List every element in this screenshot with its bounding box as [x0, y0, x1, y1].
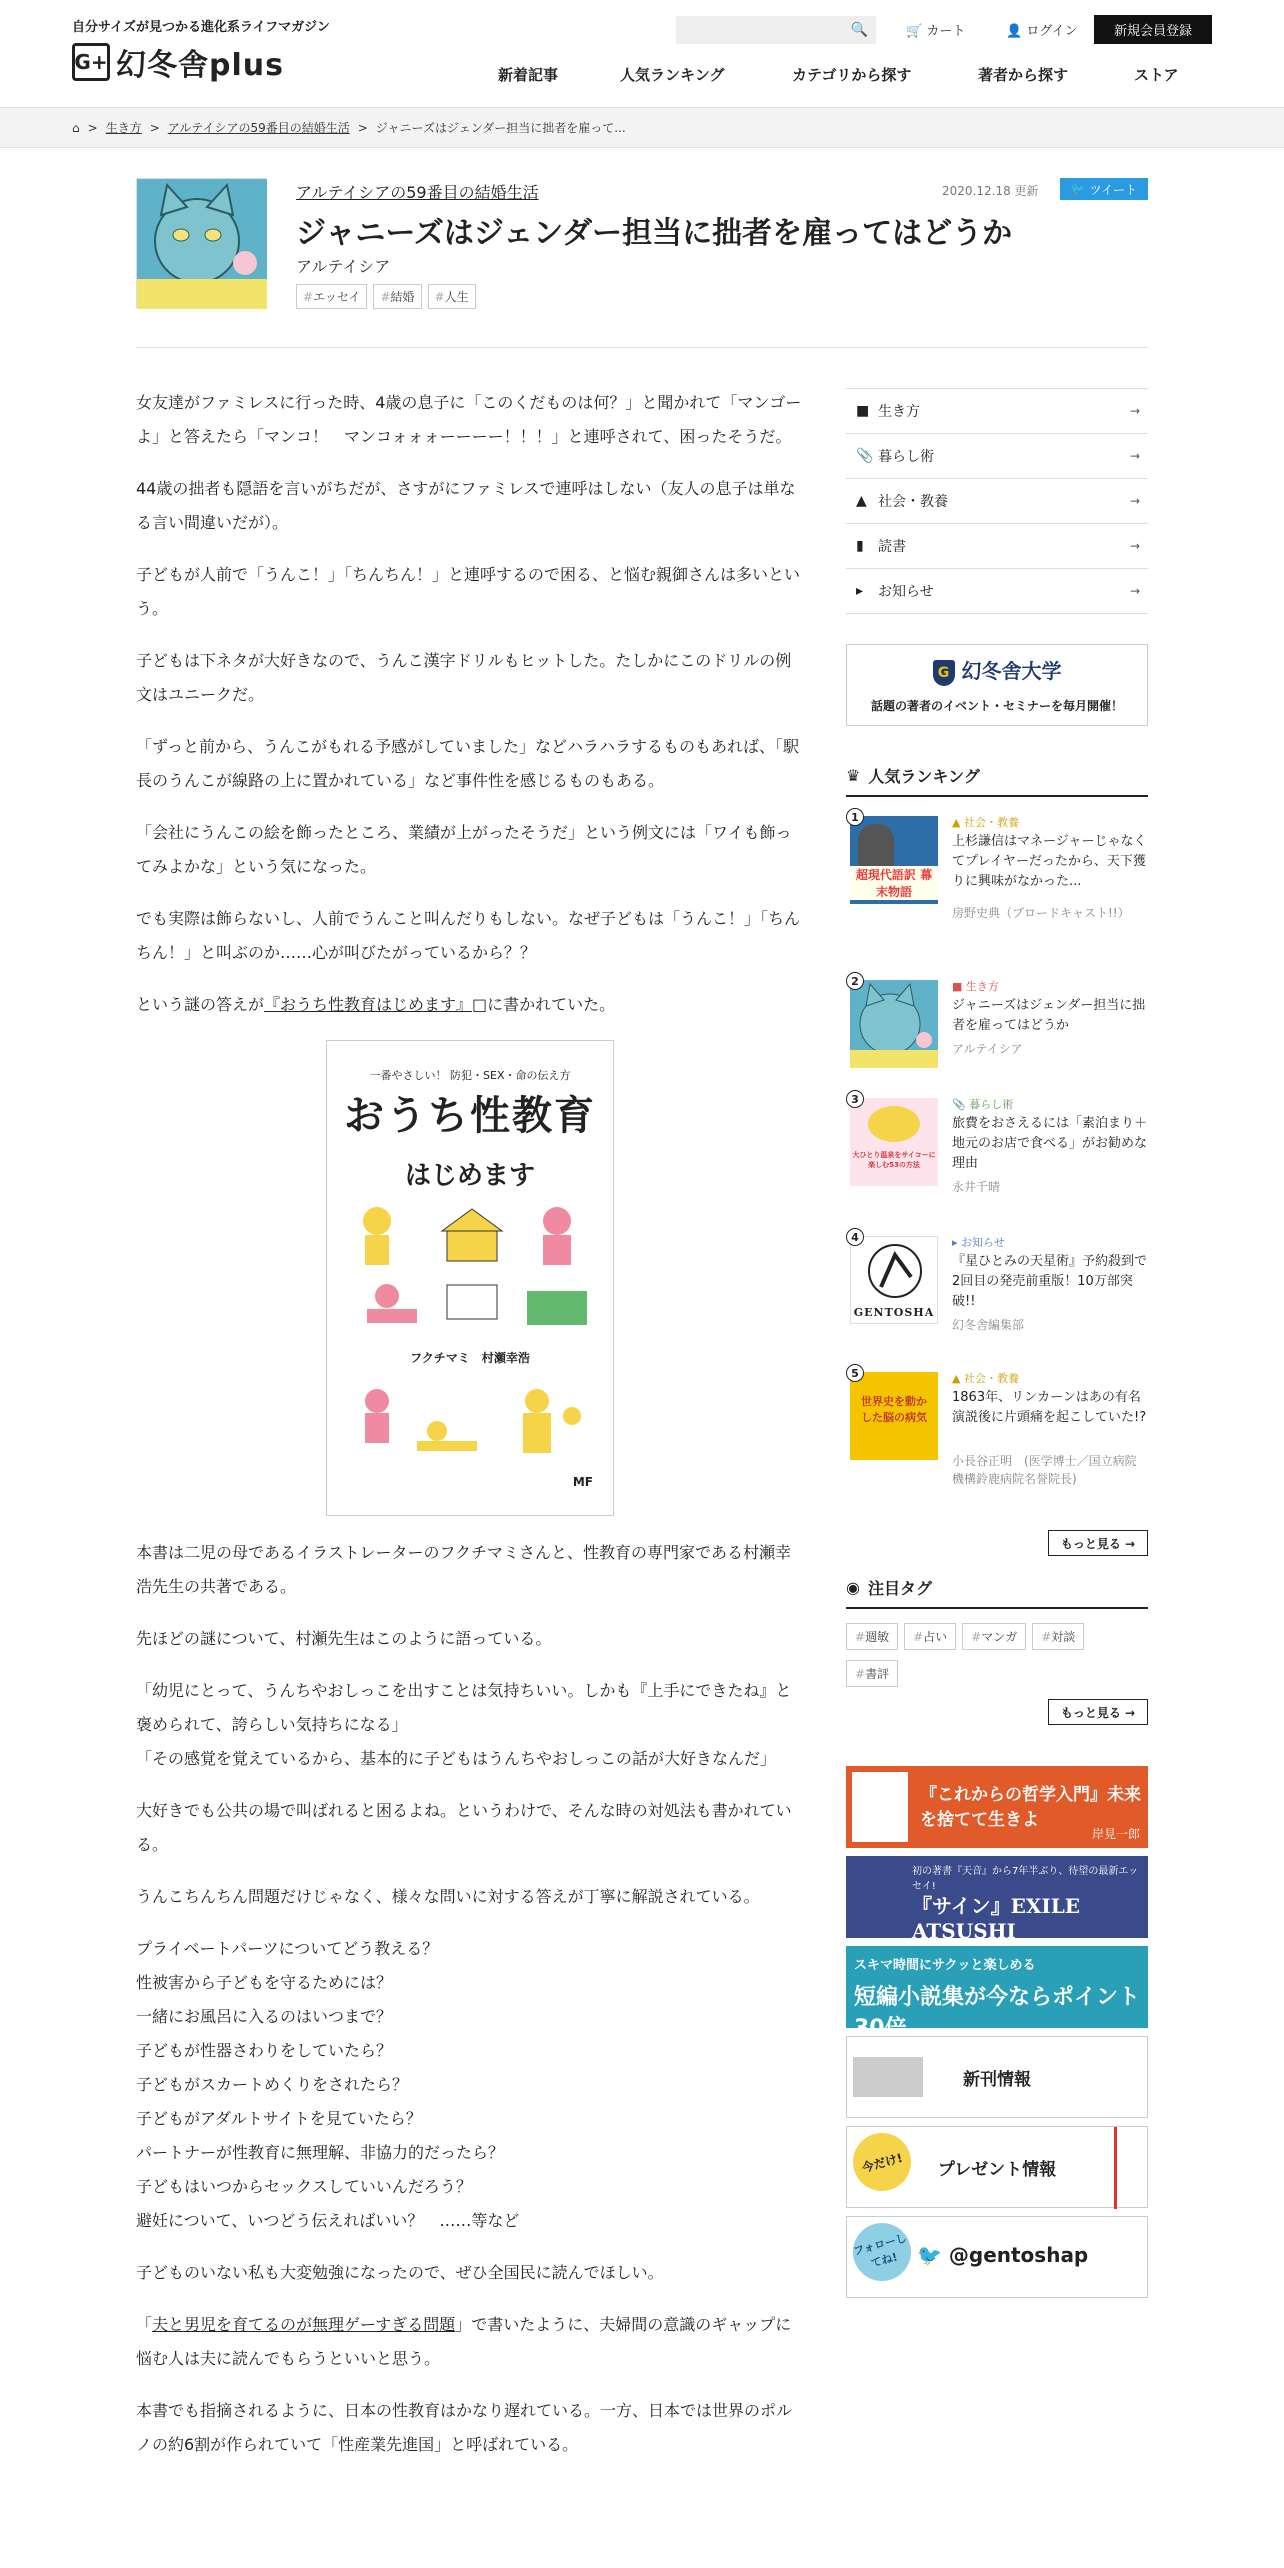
book-icon: ▮: [856, 538, 864, 554]
question-item: パートナーが性教育に無理解、非協力的だったら？: [136, 2143, 505, 2162]
banner-sub: 初の著書『天音』から7年半ぶり、待望の最新エッセイ!: [912, 1866, 1139, 1892]
question-item: 避妊について、いつどう伝えればいい？ ……等など: [136, 2211, 520, 2230]
paragraph: 「ずっと前から、うんこがもれる予感がしていました」などハラハラするものもあれば、「駅長のうんこが線路の上に置かれている」など事件性を感じるものもある。: [136, 737, 800, 790]
tag-link[interactable]: # マンガ: [962, 1623, 1026, 1650]
ranking-section: [846, 764, 1148, 797]
breadcrumb-current: ジャニーズはジェンダー担当に拙者を雇って...: [375, 121, 626, 135]
university-banner[interactable]: [846, 644, 1148, 726]
tag-list: [846, 1623, 1148, 1697]
ranking-thumbnail: [850, 980, 938, 1068]
tag-link[interactable]: # 書評: [846, 1660, 898, 1687]
ranking-author: アルテイシア: [952, 1042, 1023, 1056]
site-header: [0, 0, 1284, 108]
question-item: 子どもが性器さわりをしていたら？: [136, 2041, 393, 2060]
ranking-author: 小長谷正明 (医学博士／国立病院機構鈴鹿病院名誉院長): [952, 1454, 1137, 1486]
tag-link[interactable]: # エッセイ: [296, 284, 367, 309]
paragraph: 本書でも指摘されるように、日本の性教育はかなり遅れている。一方、日本では世界のポルノの約6割が作られていて「性産業先進国」と呼ばれている。: [136, 2401, 793, 2454]
banner-text: プレゼント情報: [937, 2160, 1057, 2180]
question-item: 子どもがスカートめくりをされたら？: [136, 2075, 409, 2094]
banner-text: @gentoshap: [948, 2243, 1089, 2267]
article-header: [136, 178, 1148, 348]
book-title-2: はじめます: [404, 1161, 535, 1191]
children-illustration-icon: [347, 1371, 595, 1481]
rank-number: 3: [846, 1090, 864, 1108]
tag-link[interactable]: # 週敏: [846, 1623, 898, 1650]
nav-store[interactable]: ストア: [1134, 66, 1179, 84]
banner-philosophy[interactable]: [846, 1766, 1148, 1848]
tags-title: 注目タグ: [867, 1579, 932, 1598]
article-date: 2020.12.18 更新: [942, 184, 1039, 198]
rank-number: 4: [846, 1228, 864, 1246]
paragraph: 子どもが人前で「うんこ！」「ちんちん！」と連呼するので困る、と悩む親御さんは多いという。: [136, 565, 801, 618]
book-cover-icon: [852, 1772, 908, 1842]
tweet-label: ツイート: [1089, 182, 1138, 197]
ranking-item[interactable]: [846, 972, 1148, 1092]
book-link[interactable]: 『おうち性教育はじめます』: [264, 995, 473, 1014]
book-title-1: おうち性教育: [344, 1093, 596, 1139]
cat-illustration-icon: [850, 980, 938, 1068]
thumbnail-text: 大ひとり温泉をサイコーに楽しむ53の方法: [852, 1151, 936, 1169]
tags-more-button[interactable]: もっと見る →: [1048, 1699, 1148, 1725]
banner-short-stories[interactable]: [846, 1946, 1148, 2041]
nav-ranking[interactable]: 人気ランキング: [620, 66, 725, 84]
thumbnail-text: GENTOSHA: [853, 1306, 935, 1319]
rank-number: 2: [846, 972, 864, 990]
login-link[interactable]: [1006, 20, 1078, 39]
paragraph: でも実際は飾らないし、人前でうんこと叫んだりもしない。なぜ子どもは「うんこ！」「ちんちん！」と叫ぶのか……心が叫びたがっているから？？: [136, 909, 801, 962]
tags-heading: [846, 1576, 1148, 1609]
university-subtitle: 話題の著者のイベント・セミナーを毎月開催！: [870, 699, 1123, 713]
graduation-cap-icon: ▲: [952, 816, 964, 829]
ranking-item[interactable]: [846, 1364, 1148, 1484]
question-item: 子どもがアダルトサイトを見ていたら？: [136, 2109, 422, 2128]
category-label: 暮らし術: [878, 449, 934, 465]
arrow-right-icon: →: [1129, 539, 1140, 553]
category-item-oshirase[interactable]: [846, 569, 1148, 614]
question-item: プライベートパーツについてどう教える？: [136, 1939, 439, 1958]
ranking-thumbnail: [850, 816, 938, 904]
paragraph: うんこちんちん問題だけじゃなく、様々な問いに対する答えが丁寧に解説されている。: [136, 1887, 760, 1906]
category-item-ikikata[interactable]: [846, 389, 1148, 434]
search-input[interactable]: [676, 16, 876, 44]
ranking-category: ▲ 社会・教養: [952, 1372, 1019, 1385]
category-label: お知らせ: [878, 584, 934, 600]
book-publisher: MF: [572, 1475, 593, 1489]
text: 「: [136, 2315, 153, 2334]
book-cover-image[interactable]: [326, 1040, 614, 1516]
paragraph: [136, 988, 804, 1022]
question-item: 子どもはいつからセックスしていいんだろう？: [136, 2177, 472, 2196]
site-logo[interactable]: [72, 40, 284, 84]
ranking-author: 永井千晴: [952, 1180, 1001, 1194]
related-article-link[interactable]: 夫と男児を育てるのが無理ゲーすぎる問題: [152, 2315, 456, 2334]
paragraph: 本書は二児の母であるイラストレーターのフクチマミさんと、性教育の専門家である村瀬幸浩先生の共著である。: [136, 1543, 792, 1596]
ranking-title: 『星ひとみの天星術』予約殺到で2回目の発売前重版！10万部突破!!: [952, 1254, 1148, 1309]
thumbnail-text: 世界史を動かした脳の病気: [861, 1395, 927, 1424]
banner-text-wrap: [917, 2243, 1088, 2267]
ranking-thumbnail: [850, 1372, 938, 1460]
cart-icon: 🛒: [906, 24, 923, 39]
paragraph: [136, 2308, 804, 2376]
ranking-title: 旅費をおさえるには「素泊まり＋地元のお店で食べる」がお勧めな理由: [952, 1116, 1148, 1171]
nav-author[interactable]: 著者から探す: [978, 66, 1069, 84]
quote-line: 「幼児にとって、うんちやおしっこを出すことは気持ちいい。しかも『上手にできたね』と褒められて、誇らしい気持ちになる」: [136, 1681, 792, 1734]
article-author[interactable]: アルテイシア: [296, 257, 391, 276]
external-link-icon: □: [472, 995, 488, 1014]
cat-illustration-icon: [137, 179, 267, 309]
ranking-title: 1863年、リンカーンはあの有名演説後に片頭痛を起こしていた!?: [952, 1390, 1147, 1425]
quote: [136, 1674, 804, 1776]
tweet-button[interactable]: [1060, 178, 1148, 200]
family-illustration-icon: [347, 1201, 595, 1331]
cart-link[interactable]: [906, 20, 965, 39]
login-label: ログイン: [1026, 24, 1078, 39]
person-icon: ■: [952, 980, 966, 993]
category-item-dokusho[interactable]: [846, 524, 1148, 569]
arrow-right-icon: →: [1129, 584, 1140, 598]
twitter-icon: 🐦: [1070, 182, 1090, 196]
book-subtitle: 一番やさしい！ 防犯・SEX・命の伝え方: [369, 1069, 571, 1082]
paragraph: 子どもは下ネタが大好きなので、うんこ漢字ドリルもヒットした。たしかにこのドリルの例文はユニークだ。: [136, 651, 792, 704]
banner-twitter[interactable]: [846, 2216, 1148, 2298]
arrow-right-icon: →: [1129, 494, 1140, 508]
category-label: 社会・教養: [878, 494, 948, 510]
banner-badge: フォローしてね!: [846, 2216, 917, 2287]
ranking-heading: [846, 764, 1148, 797]
text: という謎の答えが: [136, 995, 265, 1014]
arrow-right-icon: →: [1129, 449, 1140, 463]
breadcrumb-item[interactable]: 生き方: [105, 121, 142, 135]
banner-text: 新刊情報: [963, 2070, 1031, 2090]
rank-number: 1: [846, 808, 864, 826]
ranking-thumbnail: [850, 1098, 938, 1186]
nav-new[interactable]: 新着記事: [498, 66, 559, 84]
ranking-author: 房野史典（ブロードキャスト!!）: [952, 906, 1130, 920]
ribbon-icon: [1114, 2127, 1117, 2209]
banner-badge: 今だけ!: [846, 2126, 917, 2197]
banner-sub: スキマ時間にサクッと楽しめる: [854, 1958, 1036, 1973]
paragraph: 44歳の拙者も隠語を言いがちだが、さすがにファミレスで連呼はしない（友人の息子は単なる言い間違いだが）。: [136, 479, 796, 532]
ranking-title: 上杉謙信はマネージャーじゃなくてプレイヤーだったから、天下獲りに興味がなかった...: [952, 834, 1147, 889]
register-button[interactable]: 新規会員登録: [1094, 15, 1212, 44]
banner-text: 『これからの哲学入門』未来を捨てて生きよ: [920, 1785, 1141, 1830]
ranking-title: 人気ランキング: [868, 767, 980, 786]
breadcrumb: ⌂ > 生き方 > アルテイシアの59番目の結婚生活 > ジャニーズはジェンダー担当に拙者を雇って...: [0, 108, 1284, 148]
home-icon[interactable]: ⌂: [72, 120, 80, 135]
paragraph: 先ほどの謎について、村瀬先生はこのように語っている。: [136, 1629, 552, 1648]
category-item-shakai[interactable]: [846, 479, 1148, 524]
ranking-author: 幻冬舎編集部: [952, 1318, 1025, 1332]
paragraph: 女友達がファミレスに行った時、4歳の息子に「このくだものは何？」と聞かれて「マンゴーよ」と答えたら「マンコ！ マンコォォォーーーー！！！」と連呼されて、困ったそうだ。: [136, 393, 802, 446]
text: に書かれていた。: [487, 995, 616, 1014]
category-item-kurashi[interactable]: [846, 434, 1148, 479]
ranking-item[interactable]: [846, 1228, 1148, 1348]
paragraph: 「会社にうんこの絵を飾ったところ、業績が上がったそうだ」という例文には「ワイも飾ってみよかな」という気になった。: [136, 823, 792, 876]
paperclip-icon: 📎: [952, 1098, 970, 1111]
banner-new-releases[interactable]: [846, 2036, 1148, 2118]
ranking-list: [846, 808, 1148, 1568]
paperclip-icon: 📎: [856, 448, 874, 464]
category-label: 読書: [878, 539, 906, 555]
tag-link[interactable]: # 結婚: [373, 284, 421, 309]
ranking-item[interactable]: [846, 808, 1148, 928]
twitter-icon: 🐦: [917, 2243, 942, 2267]
book-authors: フクチマミ 村瀬幸浩: [410, 1351, 530, 1365]
ranking-title: ジャニーズはジェンダー担当に拙者を雇ってはどうか: [952, 998, 1146, 1033]
series-thumbnail[interactable]: [136, 178, 266, 308]
question-list: [136, 1932, 804, 2238]
popular-tags-section: [846, 1576, 1148, 1697]
graduation-cap-icon: ▲: [952, 1372, 964, 1385]
search-icon[interactable]: 🔍: [850, 22, 868, 38]
thumbnail-text: 超現代語訳 幕末物語: [850, 866, 938, 900]
ranking-thumbnail: [850, 1236, 938, 1324]
banner-present[interactable]: [846, 2126, 1148, 2208]
question-item: 性被害から子どもを守るためには？: [136, 1973, 393, 1992]
breadcrumb-item[interactable]: アルテイシアの59番目の結婚生活: [167, 121, 350, 135]
quote-line: 「その感覚を覚えているから、基本的に子どもはうんちやおしっこの話が大好きなんだ」: [136, 1749, 777, 1768]
question-item: 一緒にお風呂に入るのはいつまで？: [136, 2007, 393, 2026]
series-link[interactable]: アルテイシアの59番目の結婚生活: [296, 183, 539, 202]
tag-link[interactable]: # 占い: [904, 1623, 956, 1650]
ranking-category: ■ 生き方: [952, 980, 999, 993]
banner-sign[interactable]: [846, 1856, 1148, 1943]
graduation-cap-icon: ▲: [856, 493, 867, 509]
site-tagline: 自分サイズが見つかる進化系ライフマガジン: [72, 20, 330, 35]
arrow-right-icon: →: [1129, 404, 1140, 418]
logo-mark-icon: G+: [72, 43, 110, 81]
text: 」で書いたように、夫婦間の意識のギャップに悩む人は夫に読んでもらうといいと思う。: [136, 2315, 792, 2368]
banner-text: 『サイン』EXILE ATSUSHI: [912, 1894, 1081, 1943]
ranking-more-button[interactable]: もっと見る →: [1048, 1530, 1148, 1556]
cart-label: カート: [926, 24, 966, 39]
rank-number: 5: [846, 1364, 864, 1382]
paragraph: 大好きでも公共の場で叫ばれると困るよね。というわけで、そんな時の対処法も書かれている。: [136, 1801, 792, 1854]
ranking-category: ▲ 社会・教養: [952, 816, 1019, 829]
tag-link[interactable]: # 人生: [428, 284, 476, 309]
nav-category[interactable]: カテゴリから探す: [792, 66, 912, 84]
university-title: 幻冬舎大学: [961, 659, 1062, 683]
article-tags: [296, 284, 476, 309]
article-title: ジャニーズはジェンダー担当に拙者を雇ってはどうか: [296, 216, 1013, 251]
ranking-item[interactable]: [846, 1090, 1148, 1210]
shield-icon: G: [933, 660, 955, 686]
ranking-category: 📎 暮らし術: [952, 1098, 1014, 1111]
user-icon: 👤: [1006, 24, 1023, 39]
category-menu: [846, 388, 1148, 614]
category-label: 生き方: [878, 404, 920, 420]
paragraph: 子どものいない私も大変勉強になったので、ぜひ全国民に読んでほしい。: [136, 2263, 664, 2282]
article-body: [136, 386, 804, 2480]
logo-text: 幻冬舎plus: [116, 48, 284, 83]
tag-icon: ◉: [846, 1578, 860, 1597]
banner-sub: 岸見一郎: [1091, 1827, 1140, 1841]
megaphone-icon: ▸: [952, 1236, 962, 1249]
person-icon: ■: [856, 403, 870, 419]
ranking-category: ▸ お知らせ: [952, 1236, 1005, 1249]
banner-text: 短編小説集が今ならポイント30倍: [854, 1985, 1141, 2041]
tag-link[interactable]: # 対談: [1032, 1623, 1084, 1650]
crown-icon: ♛: [846, 766, 861, 785]
megaphone-icon: ▸: [856, 583, 864, 599]
